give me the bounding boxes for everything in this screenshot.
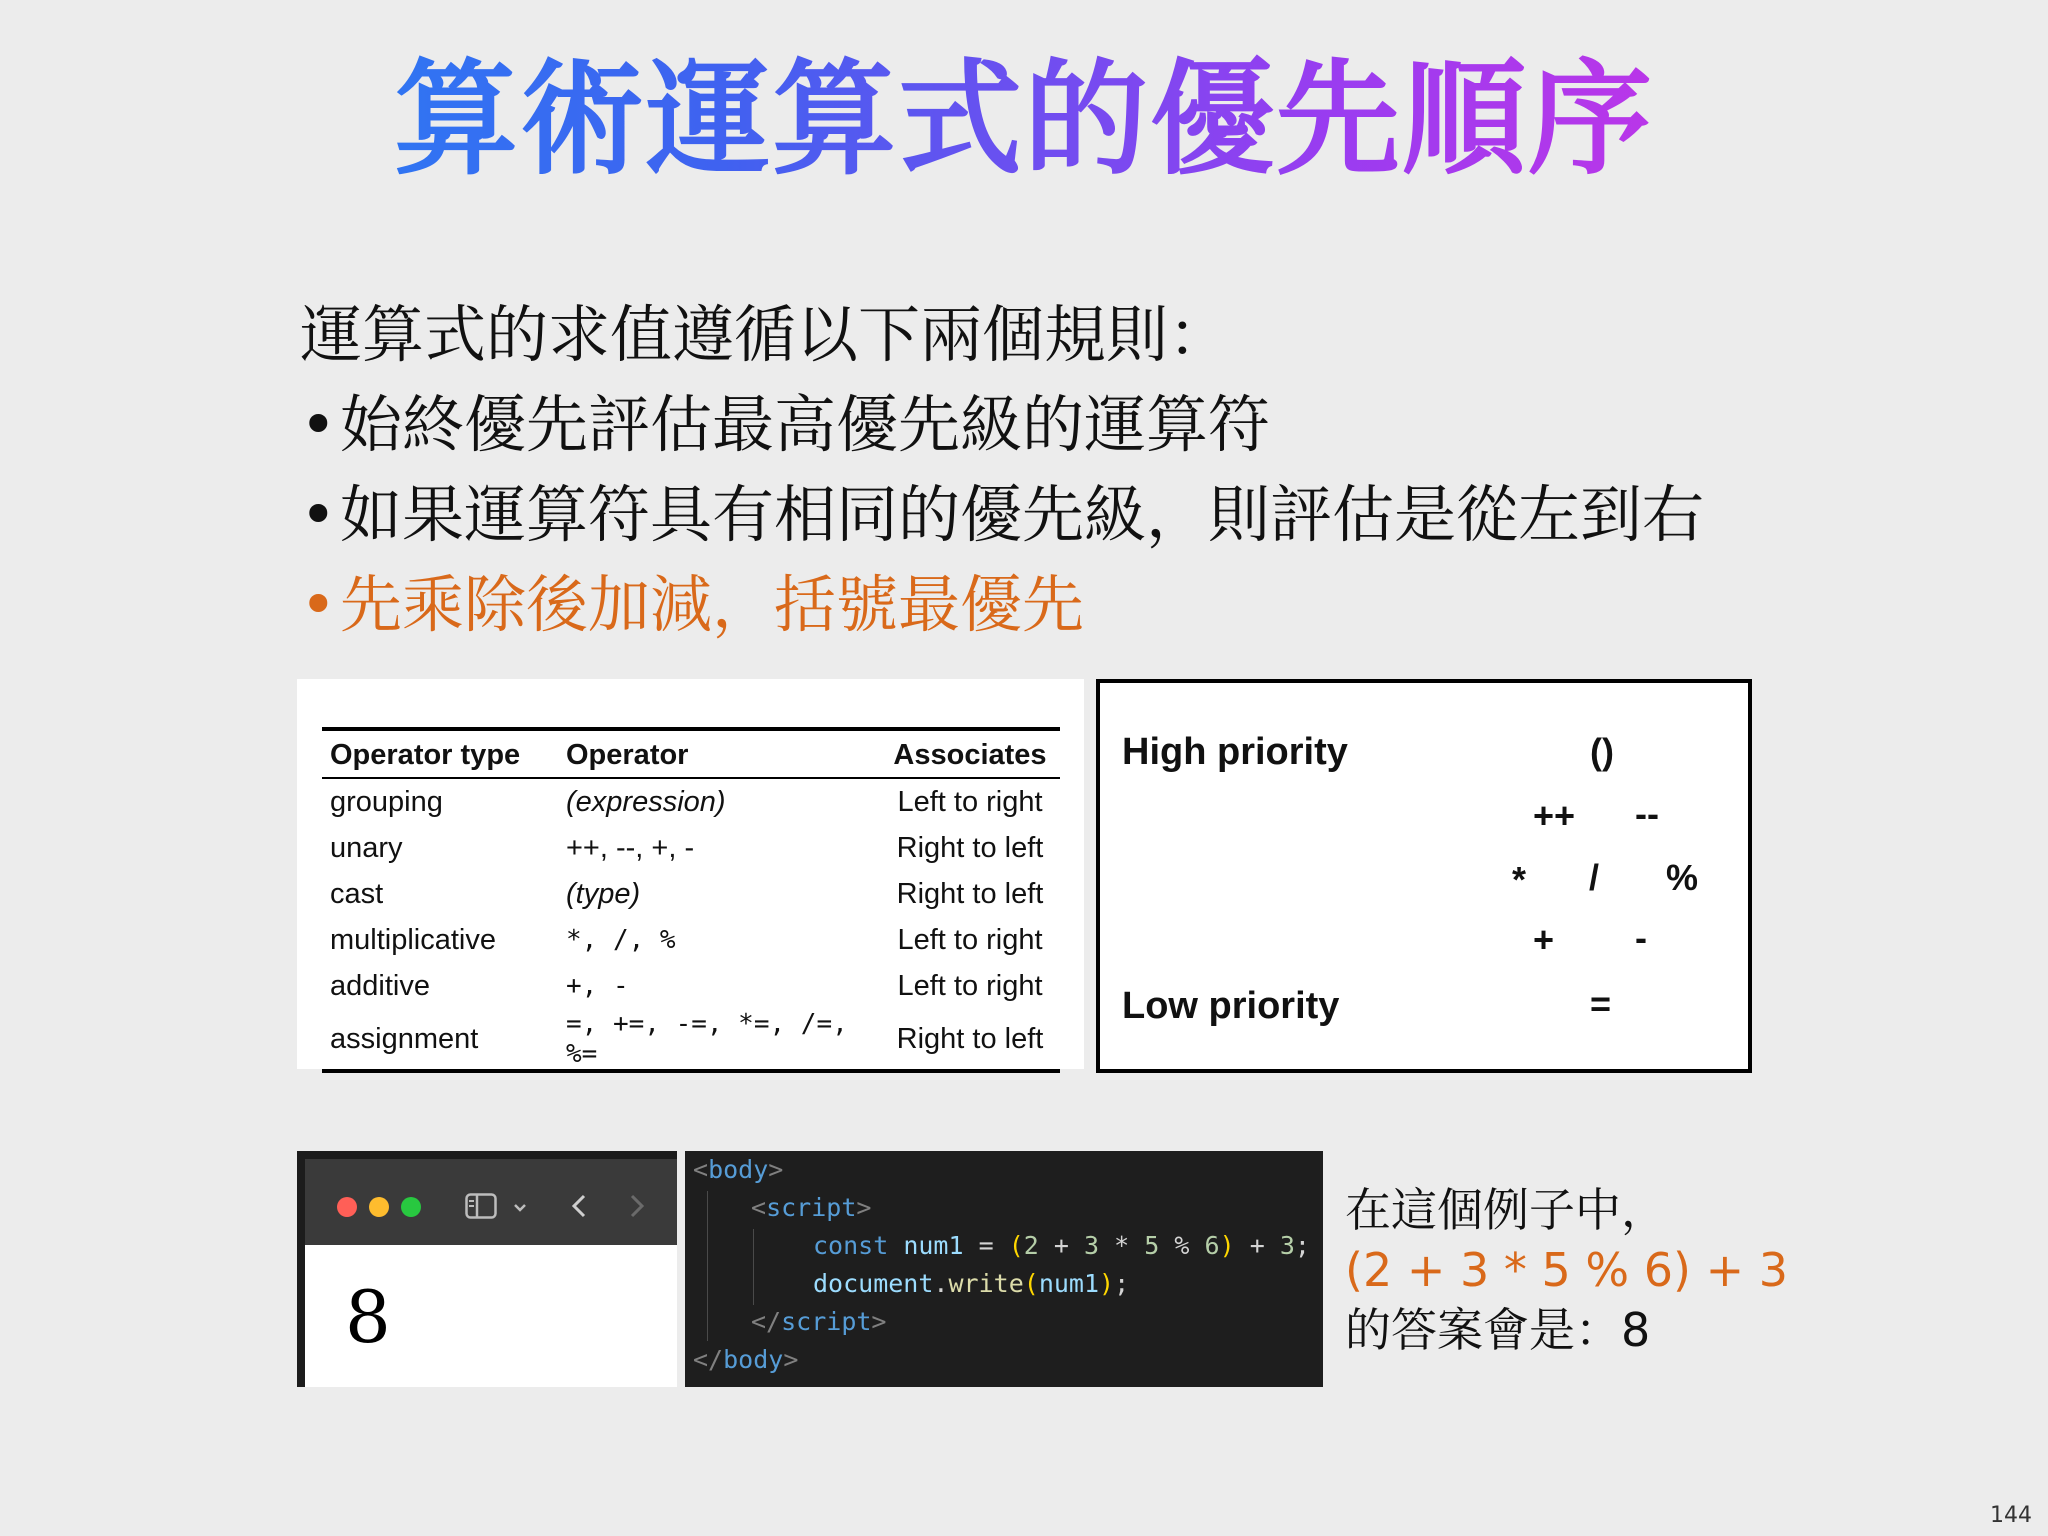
minus-symbol: -	[1635, 917, 1647, 958]
table-header-row	[322, 729, 1060, 778]
minimize-window-button[interactable]	[369, 1197, 389, 1217]
cell-operator: =, +=, -=, *=, /=, %=	[558, 1009, 880, 1071]
cell-type: multiplicative	[330, 923, 496, 956]
cell-assoc: Left to right	[897, 785, 1043, 818]
note-expression: (2 + 3 * 5 % 6) + 3	[1345, 1243, 1788, 1297]
rule-item	[300, 470, 1704, 560]
cell-type: grouping	[330, 785, 443, 818]
cell-type: assignment	[322, 1009, 558, 1071]
priority-diagram	[1096, 679, 1752, 1073]
rule-text: 先乘除後加減，括號最優先	[340, 568, 1085, 641]
bullet-icon: •	[300, 568, 337, 641]
cell-assoc: Right to left	[896, 877, 1044, 910]
output-value: 8	[345, 1275, 391, 1359]
code-line: <body>	[693, 1155, 784, 1184]
cell-operator: +, -	[566, 971, 629, 1001]
bullet-icon: •	[300, 478, 337, 551]
cell-type: cast	[330, 877, 384, 910]
browser-content	[305, 1245, 677, 1387]
table-row	[322, 778, 1060, 825]
high-priority-label: High priority	[1122, 731, 1348, 773]
code-line: </script>	[751, 1307, 887, 1336]
rules-intro: 運算式的求值遵循以下兩個規則：	[300, 298, 1231, 371]
slide-title: 算術運算式的優先順序	[0, 50, 2048, 190]
code-line: const num1 = (2 + 3 * 5 % 6) + 3;	[813, 1231, 1310, 1260]
note-line: 的答案會是：8	[1345, 1303, 1651, 1357]
browser-window	[297, 1151, 677, 1387]
plus-symbol: +	[1533, 919, 1555, 960]
cell-assoc: Right to left	[880, 1009, 1060, 1071]
indent-guide	[707, 1191, 708, 1341]
code-line: document.write(num1);	[813, 1269, 1130, 1298]
close-window-button[interactable]	[337, 1197, 357, 1217]
decrement-symbol: --	[1635, 793, 1659, 834]
low-priority-label: Low priority	[1122, 985, 1340, 1027]
chevron-down-icon[interactable]	[513, 1199, 527, 1218]
code-editor	[685, 1151, 1323, 1387]
rule-text: 如果運算符具有相同的優先級，則評估是從左到右	[340, 478, 1705, 551]
increment-symbol: ++	[1533, 795, 1576, 836]
rules-list	[300, 290, 1704, 650]
header-operator: Operator	[558, 729, 880, 778]
bullet-icon: •	[300, 388, 337, 461]
rule-item-highlight	[300, 560, 1704, 650]
modulo-symbol: %	[1666, 857, 1699, 898]
code-line: <script>	[751, 1193, 872, 1222]
maximize-window-button[interactable]	[401, 1197, 421, 1217]
table-row	[322, 871, 1060, 917]
sidebar-toggle-icon[interactable]	[465, 1193, 497, 1223]
table-row	[322, 963, 1060, 1009]
cell-operator: *, /, %	[566, 925, 676, 955]
table-row	[322, 1009, 1060, 1071]
cell-assoc: Left to right	[897, 969, 1043, 1002]
page-number: 144	[1990, 1503, 2032, 1528]
back-icon[interactable]	[571, 1193, 587, 1223]
rule-item	[300, 380, 1704, 470]
rule-text: 始終優先評估最高優先級的運算符	[340, 388, 1271, 461]
precedence-table-image	[297, 679, 1084, 1069]
forward-icon[interactable]	[629, 1193, 645, 1223]
cell-operator: ++, --, +, -	[566, 831, 695, 864]
indent-guide	[753, 1229, 754, 1305]
assign-symbol: =	[1590, 983, 1612, 1024]
cell-operator: (expression)	[566, 785, 726, 818]
cell-assoc: Left to right	[897, 923, 1043, 956]
grouping-symbol: ()	[1590, 731, 1614, 772]
cell-assoc: Right to left	[896, 831, 1044, 864]
divide-symbol: /	[1589, 857, 1600, 898]
precedence-table	[322, 727, 1060, 1073]
header-operator-type: Operator type	[322, 729, 558, 778]
table-row	[322, 825, 1060, 871]
code-line: </body>	[693, 1345, 799, 1374]
example-note	[1345, 1180, 1788, 1360]
cell-type: unary	[330, 831, 403, 864]
note-line: 在這個例子中，	[1345, 1183, 1667, 1237]
table-row	[322, 917, 1060, 963]
multiply-symbol: *	[1512, 859, 1527, 900]
cell-operator: (type)	[566, 877, 641, 910]
browser-toolbar	[305, 1159, 677, 1253]
header-associates: Associates	[880, 729, 1060, 778]
cell-type: additive	[330, 969, 430, 1002]
